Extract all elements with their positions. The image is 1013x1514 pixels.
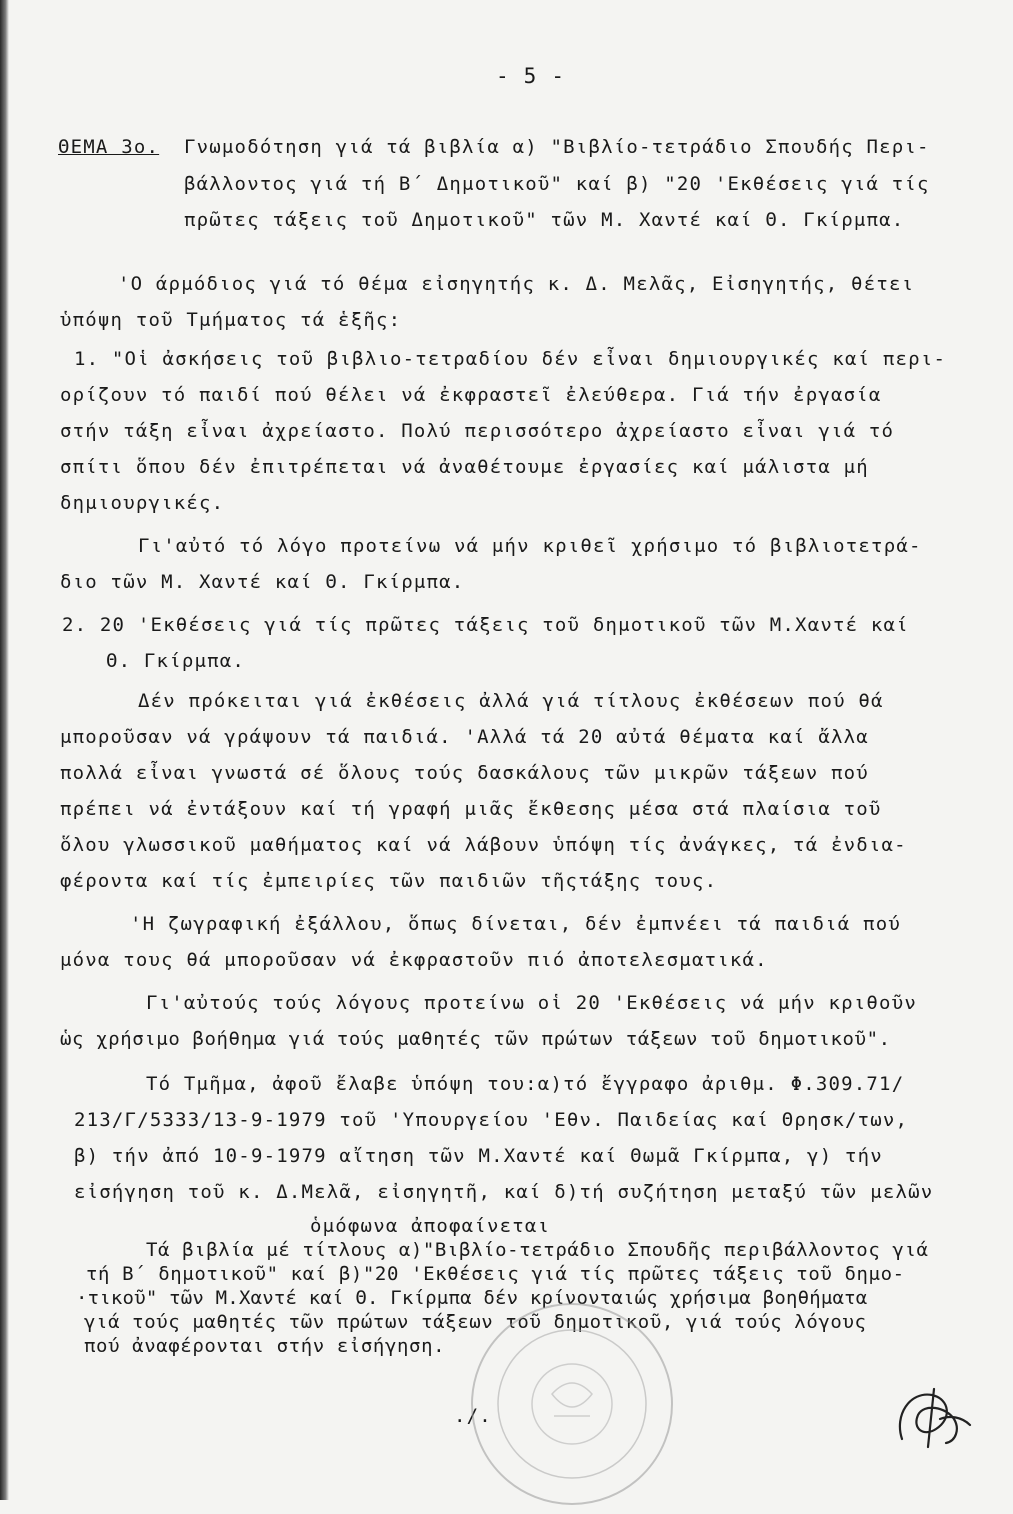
point2-conclusion-line: ὡς χρήσιμο βοήθημα γιά τούς μαθητές τῶν πρώτων τάξεων τοῦ δημοτικοῦ".: [60, 1028, 891, 1050]
point2-body-line: πρέπει νά ἐντάξουν καί τή γραφή μιᾶς ἔκθεσης μέσα στά πλαίσια τοῦ: [60, 798, 882, 820]
official-seal-stamp: [442, 1294, 702, 1514]
topic-title-line: πρῶτες τάξεις τοῦ Δημοτικοῦ" τῶν Μ. Χαντέ καί Θ. Γκίρμπα.: [184, 209, 905, 231]
point2-body-line: πολλά εἶναι γνωστά σέ ὅλους τούς δασκάλους τῶν μικρῶν τάξεων πού: [60, 762, 869, 784]
topic-label: ΘΕΜΑ 3ο.: [58, 136, 160, 158]
decision-heading: ὁμόφωνα ἀποφαίνεται: [310, 1215, 551, 1237]
decision-line: ·τικοῦ" τῶν Μ.Χαντέ καί Θ. Γκίρμπα δέν κρίνονταιώς χρήσιμα βοηθήματα: [76, 1287, 868, 1309]
point1-line: 1. "Οἱ ἀσκήσεις τοῦ βιβλιο-τετραδίου δέν εἶναι δημιουργικές καί περι-: [74, 348, 947, 370]
decision-line: τή Β΄ δημοτικοῦ" καί β)"20 'Εκθέσεις γιά τίς πρῶτες τάξεις τοῦ δημο-: [86, 1263, 905, 1285]
point2-drawing-line: μόνα τους θά μποροῦσαν νά ἐκφραστοῦν πιό ἀποτελεσματικά.: [60, 949, 768, 971]
point1-line: ορίζουν τό παιδί πού θέλει νά ἐκφραστεῖ ἐλεύθερα. Γιά τήν ἐργασία: [60, 384, 882, 406]
point1-line: δημιουργικές.: [60, 492, 225, 514]
intro-line: 'Ο άρμόδιος γιά τό θέμα εἰσηγητής κ. Δ. Μελᾶς, Εἰσηγητής, θέτει: [118, 273, 915, 295]
topic-title-line: βάλλοντος γιά τή Β΄ Δημοτικοῦ" καί β) "20 'Εκθέσεις γιά τίς: [184, 173, 930, 195]
decision-preamble-line: Τό Τμῆμα, ἀφοῦ ἔλαβε ὑπόψη του:α)τό ἔγγραφο ἀριθμ. Φ.309.71/: [146, 1073, 905, 1095]
point2-drawing-line: 'Η ζωγραφική ἐξάλλου, ὅπως δίνεται, δέν ἐμπνέει τά παιδιά πού: [130, 913, 901, 935]
point2-body-line: Δέν πρόκειται γιά ἐκθέσεις ἀλλά γιά τίτλους ἐκθέσεων πού θά: [138, 690, 884, 712]
decision-preamble-line: β) τήν ἀπό 10-9-1979 αἴτηση τῶν Μ.Χαντέ καί Θωμᾶ Γκίρμπα, γ) τήν: [74, 1145, 883, 1167]
point1-conclusion-line: διο τῶν Μ. Χαντέ καί Θ. Γκίρμπα.: [60, 571, 465, 593]
continuation-mark: ./.: [454, 1405, 492, 1427]
topic-title-line: Γνωμοδότηση γιά τά βιβλία α) "Βιβλίο-τετράδιο Σπουδής Περι-: [184, 136, 930, 158]
point2-heading-line: Θ. Γκίρμπα.: [106, 650, 246, 672]
intro-line: ὑπόψη τοῦ Τμήματος τά ἑξῆς:: [60, 309, 402, 331]
decision-line: γιά τούς μαθητές τῶν πρώτων τάξεων τοῦ δημοτικοῦ, γιά τούς λόγους: [84, 1311, 867, 1333]
decision-line: πού ἀναφέρονται στήν εἰσήγηση.: [84, 1335, 446, 1357]
point2-conclusion-line: Γι'αὐτούς τούς λόγους προτείνω οἱ 20 'Εκθέσεις νά μήν κριθοῦν: [146, 992, 917, 1014]
page-number: - 5 -: [496, 64, 566, 88]
decision-preamble-line: 213/Γ/5333/13-9-1979 τοῦ 'Υπουργείου 'Εθν. Παιδείας καί Θρησκ/των,: [74, 1109, 909, 1131]
point2-body-line: ὅλου γλωσσικοῦ μαθήματος καί νά λάβουν ὑπόψη τίς ἀνάγκες, τά ἐνδια-: [60, 834, 907, 856]
point1-line: στήν τάξη εἶναι ἀχρείαστο. Πολύ περισσότερο ἀχρείαστο εἶναι γιά τό: [60, 420, 895, 442]
point2-heading-line: 2. 20 'Εκθέσεις γιά τίς πρῶτες τάξεις τοῦ δημοτικοῦ τῶν Μ.Χαντέ καί: [62, 614, 909, 636]
point2-body-line: μποροῦσαν νά γράψουν τά παιδιά. 'Αλλά τά 20 αὐτά θέματα καί ἄλλα: [60, 726, 869, 748]
handwritten-signature: [888, 1385, 976, 1455]
decision-line: Τά βιβλία μέ τίτλους α)"Βιβλίο-τετράδιο Σπουδῆς περιβάλλοντος γιά: [146, 1239, 929, 1261]
point1-conclusion-line: Γι'αὐτό τό λόγο προτείνω νά μήν κριθεῖ χρήσιμο τό βιβλιοτετρά-: [138, 535, 922, 557]
point2-body-line: φέροντα καί τίς ἐμπειρίες τῶν παιδιῶν τῆςτάξης τους.: [60, 870, 718, 892]
decision-preamble-line: εἰσήγηση τοῦ κ. Δ.Μελᾶ, εἰσηγητῆ, καί δ)τή συζήτηση μεταξύ τῶν μελῶν: [74, 1181, 934, 1203]
point1-line: σπίτι ὅπου δέν ἐπιτρέπεται νά ἀναθέτουμε ἐργασίες καί μάλιστα μή: [60, 456, 869, 478]
